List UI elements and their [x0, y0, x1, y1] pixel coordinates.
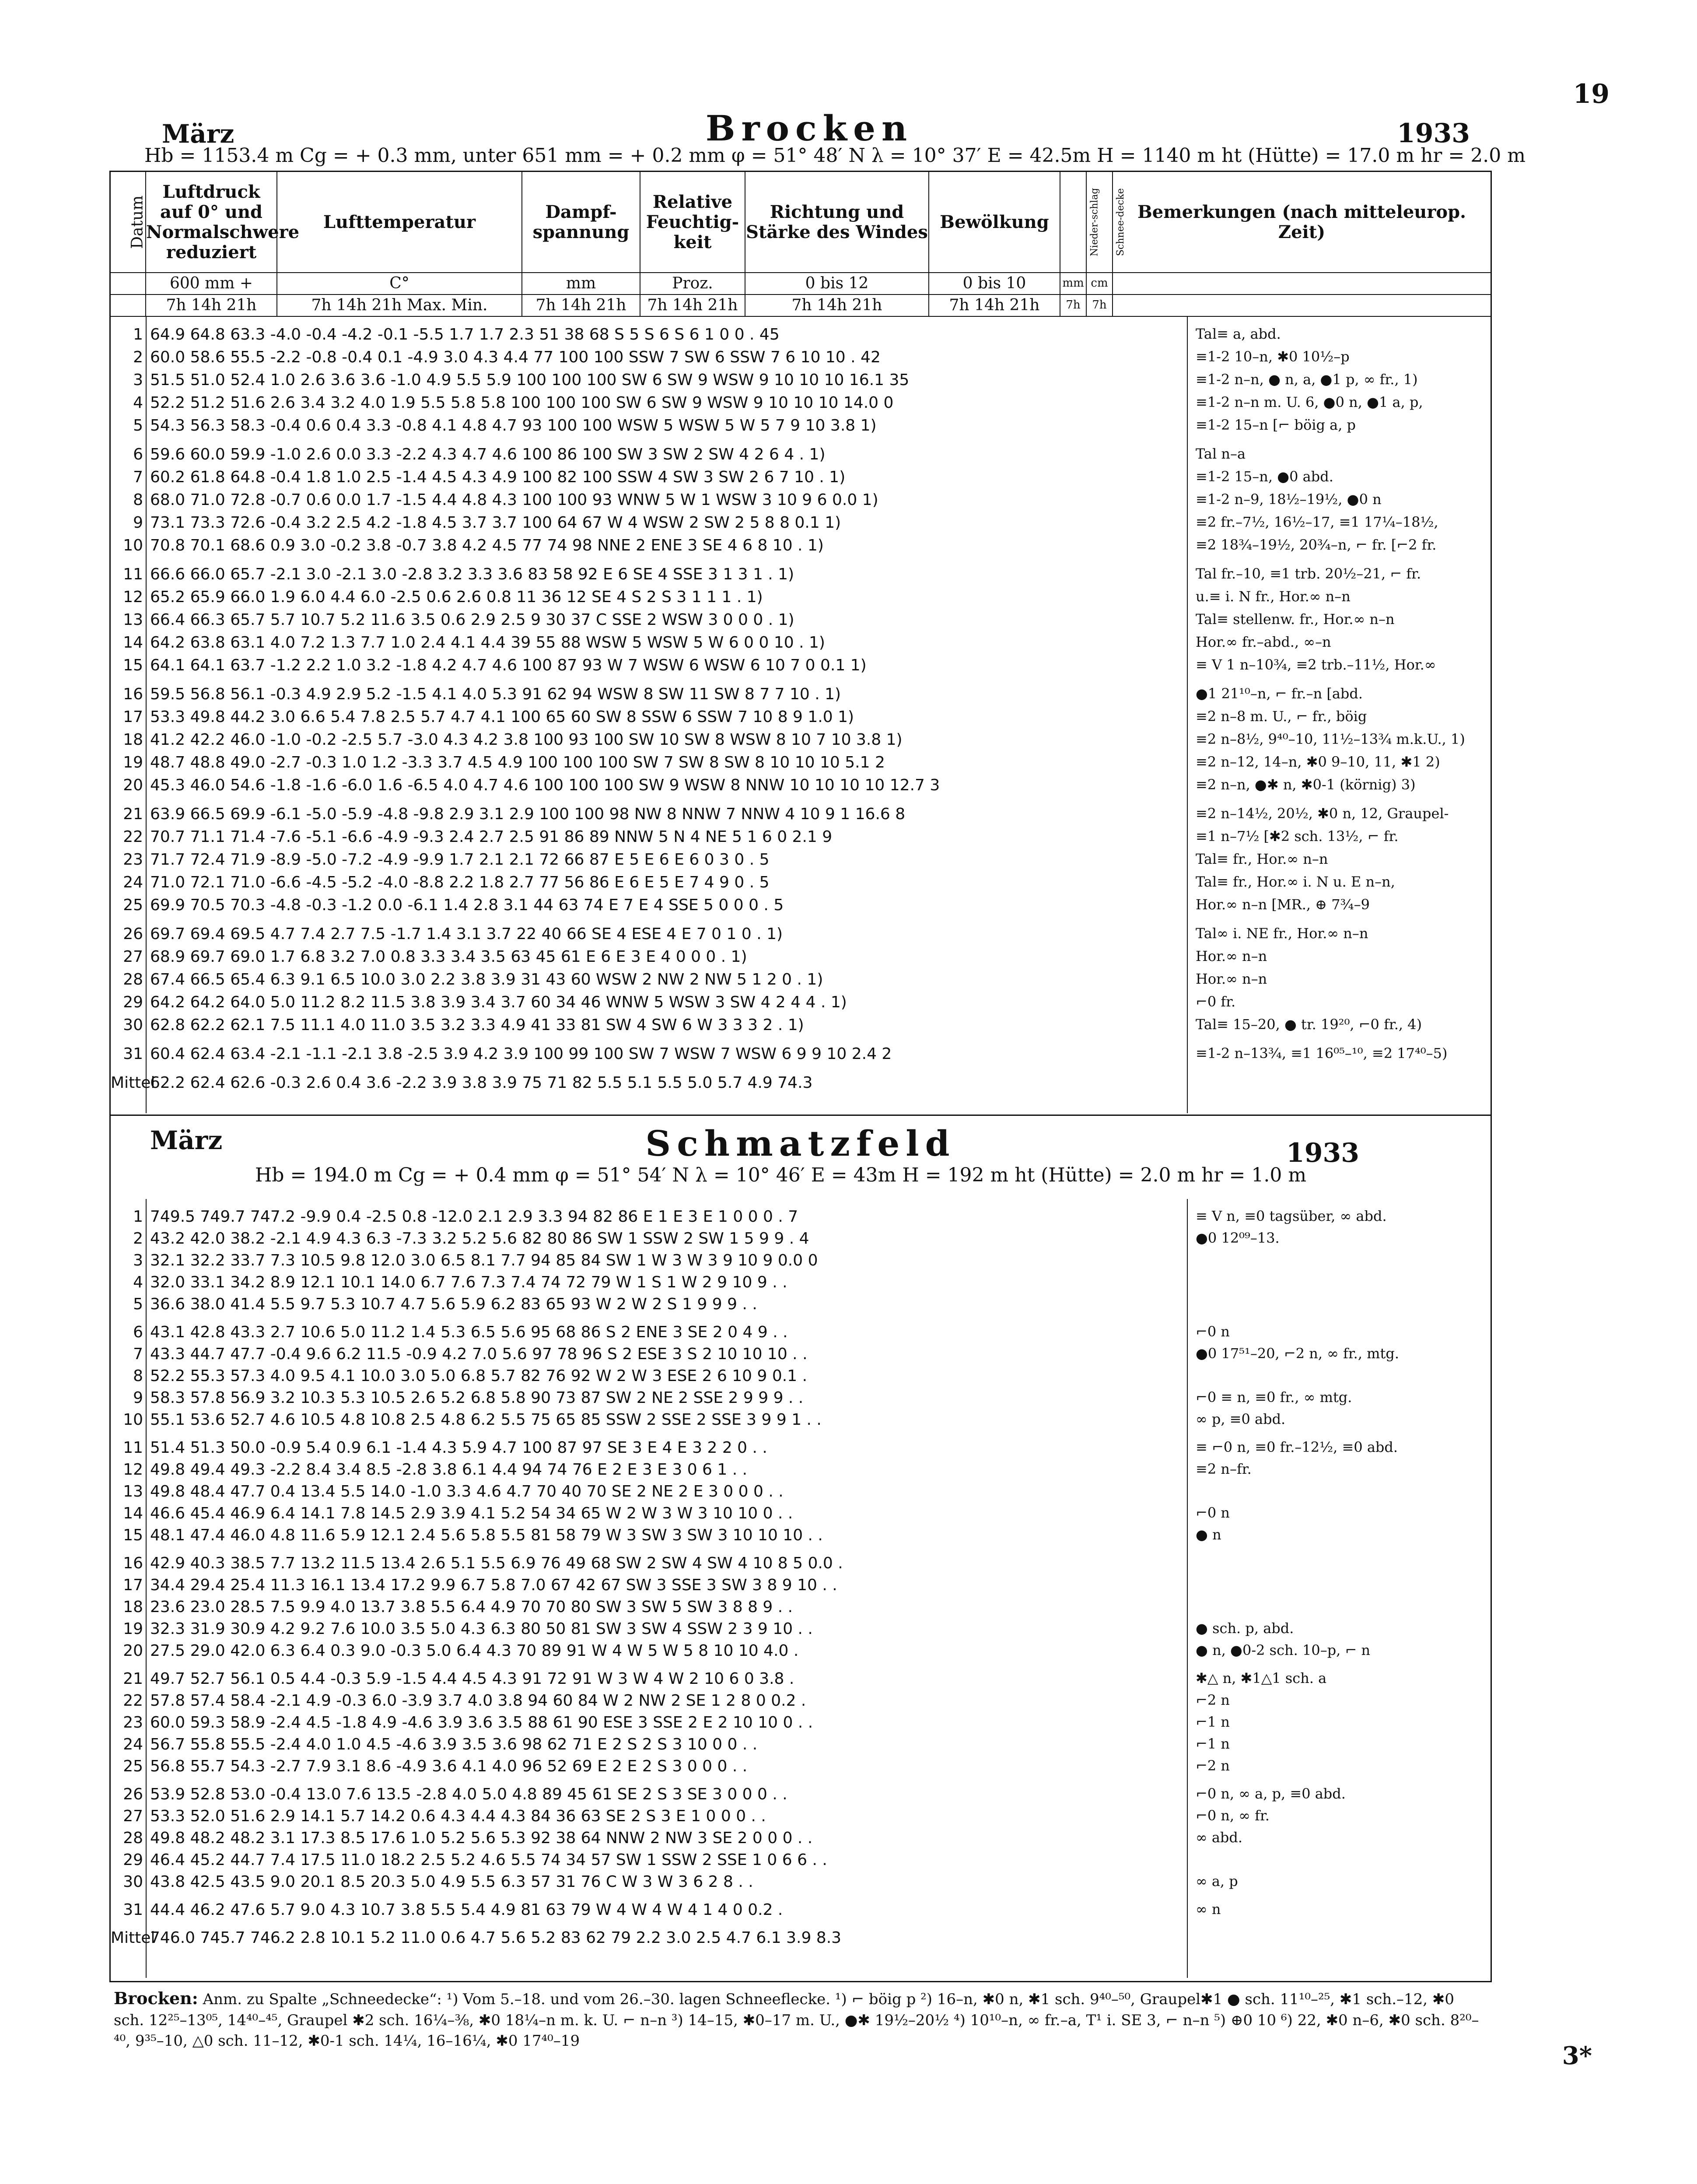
row-remarks: Hor.∞ n–n [1196, 948, 1267, 964]
table-row [111, 1483, 1491, 1505]
row-date: 11 [123, 1439, 143, 1457]
row-date: Mittel [111, 1074, 155, 1092]
table-row [111, 1807, 1491, 1830]
row-remarks: ≡2 n–n, ●✱ n, ✱0-1 (körnig) 3) [1196, 776, 1416, 793]
row-remarks: ⌐2 n [1196, 1692, 1230, 1708]
row-date: 8 [133, 491, 143, 509]
row-date: 31 [123, 1045, 143, 1063]
row-values: 23.6 23.0 28.5 7.5 9.9 4.0 13.7 3.8 5.5 6.4 4.9 70 70 80 SW 3 SW 5 SW 3 8 8 9 . . [150, 1598, 793, 1616]
table-row [111, 348, 1491, 371]
row-remarks: ● sch. p, abd. [1196, 1620, 1294, 1637]
row-remarks: ⌐1 n [1196, 1735, 1230, 1752]
row-date: 15 [123, 1526, 143, 1544]
row-values: 71.0 72.1 71.0 -6.6 -4.5 -5.2 -4.0 -8.8 2.2 1.8 2.7 77 56 86 E 6 E 5 E 7 4 9 0 . 5 [150, 873, 770, 891]
row-values: 52.2 51.2 51.6 2.6 3.4 3.2 4.0 1.9 5.5 5.8 5.8 100 100 100 SW 6 SW 9 WSW 9 10 10 10 14.0 0 [150, 394, 894, 412]
header-datum: Datum [111, 172, 146, 273]
row-remarks: ⌐0 fr. [1196, 993, 1236, 1010]
row-remarks: ⌐0 n, ∞ fr. [1196, 1807, 1270, 1824]
row-date: 4 [133, 1273, 143, 1291]
row-date: 23 [123, 1714, 143, 1732]
row-values: 51.4 51.3 50.0 -0.9 5.4 0.9 6.1 -1.4 4.3 5.9 4.7 100 87 97 SE 3 E 4 E 3 2 2 0 . . [150, 1439, 767, 1457]
table-row [111, 1554, 1491, 1577]
footnote [114, 1987, 1487, 2052]
table-row [111, 1929, 1491, 1952]
row-remarks: ≡1-2 n–n, ● n, a, ●1 p, ∞ fr., 1) [1196, 371, 1418, 388]
row-date: 3 [133, 1252, 143, 1269]
table-row [111, 1345, 1491, 1368]
row-values: 41.2 42.2 46.0 -1.0 -0.2 -2.5 5.7 -3.0 4.3 4.2 3.8 100 93 100 SW 10 SW 8 WSW 8 10 7 10 3.8 1) [150, 731, 903, 749]
unit-bew: 0 bis 10 [929, 273, 1060, 294]
row-values: 56.8 55.7 54.3 -2.7 7.9 3.1 8.6 -4.9 3.6 4.1 4.0 96 52 69 E 2 E 2 S 3 0 0 0 . . [150, 1757, 748, 1775]
table-row [111, 925, 1491, 948]
row-values: 64.1 64.1 63.7 -1.2 2.2 1.0 3.2 -1.8 4.2 4.7 4.6 100 87 93 W 7 WSW 6 WSW 6 10 7 0 0.1 1) [150, 656, 867, 674]
row-date: Mittel [111, 1929, 155, 1947]
row-values: 66.6 66.0 65.7 -2.1 3.0 -2.1 3.0 -2.8 3.2 3.3 3.6 83 58 92 E 6 SE 4 SSE 3 1 3 1 . 1) [150, 565, 794, 583]
row-remarks: ∞ p, ≡0 abd. [1196, 1411, 1286, 1427]
row-remarks: ● n, ●0-2 sch. 10–p, ⌐ n [1196, 1642, 1371, 1658]
table-row [111, 1670, 1491, 1693]
row-date: 5 [133, 1295, 143, 1313]
subhead-wind: 7h 14h 21h [745, 294, 929, 316]
row-remarks: ≡ ⌐0 n, ≡0 fr.–12½, ≡0 abd. [1196, 1439, 1398, 1455]
schmatzfeld-params: Hb = 194.0 m Cg = + 0.4 mm φ = 51° 54′ N λ = 10° 46′ E = 43m H = 192 m ht (Hütte) = 2.0 m hr = 1.0 m [255, 1164, 1307, 1186]
row-remarks: ≡2 n–12, 14–n, ✱0 9–10, 11, ✱1 2) [1196, 754, 1440, 770]
row-date: 14 [123, 1504, 143, 1522]
row-values: 46.4 45.2 44.7 7.4 17.5 11.0 18.2 2.5 5.2 4.6 5.5 74 34 57 SW 1 SSW 2 SSE 1 0 6 6 . . [150, 1851, 827, 1869]
row-remarks: ≡2 n–8½, 9⁴⁰–10, 11½–13¾ m.k.U., 1) [1196, 731, 1465, 747]
row-remarks: ≡ V n, ≡0 tagsüber, ∞ abd. [1196, 1208, 1387, 1224]
brocken-table [109, 171, 1492, 1116]
table-row [111, 1757, 1491, 1780]
row-date: 7 [133, 1345, 143, 1363]
table-row [111, 1323, 1491, 1346]
row-values: 59.6 60.0 59.9 -1.0 2.6 0.0 3.3 -2.2 4.3 4.7 4.6 100 86 100 SW 3 SW 2 SW 4 2 6 4 . 1) [150, 445, 826, 463]
table-row [111, 417, 1491, 439]
row-values: 62.2 62.4 62.6 -0.3 2.6 0.4 3.6 -2.2 3.9 3.8 3.9 75 71 82 5.5 5.1 5.5 5.0 5.7 4.9 74.3 [150, 1074, 813, 1092]
row-remarks: Tal≡ stellenw. fr., Hor.∞ n–n [1196, 611, 1395, 628]
row-remarks: Tal n–a [1196, 445, 1246, 462]
table-row [111, 851, 1491, 873]
row-values: 32.3 31.9 30.9 4.2 9.2 7.6 10.0 3.5 5.0 4.3 6.3 80 50 81 SW 3 SW 4 SSW 2 3 9 10 . . [150, 1620, 813, 1638]
row-remarks: ≡2 n–fr. [1196, 1461, 1252, 1477]
header-bew: Bewölkung [929, 172, 1060, 273]
footnote-label: Brocken: [114, 1988, 198, 2008]
row-remarks: ●0 12⁰⁹–13. [1196, 1230, 1280, 1246]
table-row [111, 468, 1491, 491]
unit-luftdruck: 600 mm + [146, 273, 277, 294]
sheet-signature: 3* [1562, 2041, 1592, 2070]
table-row [111, 514, 1491, 536]
row-remarks: ⌐1 n [1196, 1714, 1230, 1730]
table-row [111, 1439, 1491, 1462]
table-row [111, 708, 1491, 731]
row-date: 6 [133, 445, 143, 463]
table-row [111, 1045, 1491, 1068]
header-feucht: Relative Feuchtig-keit [640, 172, 745, 273]
row-values: 49.7 52.7 56.1 0.5 4.4 -0.3 5.9 -1.5 4.4 4.5 4.3 91 72 91 W 3 W 4 W 2 10 6 0 3.8 . [150, 1670, 794, 1688]
row-remarks: ∞ n [1196, 1901, 1221, 1918]
row-values: 68.0 71.0 72.8 -0.7 0.6 0.0 1.7 -1.5 4.4 4.8 4.3 100 100 93 WNW 5 W 1 WSW 3 10 9 6 0.0 1) [150, 491, 878, 509]
row-date: 29 [123, 993, 143, 1011]
row-remarks: ≡2 n–8 m. U., ⌐ fr., böig [1196, 708, 1367, 725]
row-values: 36.6 38.0 41.4 5.5 9.7 5.3 10.7 4.7 5.6 5.9 6.2 83 65 93 W 2 W 2 S 1 9 9 9 . . [150, 1295, 757, 1313]
row-remarks: Hor.∞ n–n [1196, 971, 1267, 987]
row-values: 32.1 32.2 33.7 7.3 10.5 9.8 12.0 3.0 6.5 8.1 7.7 94 85 84 SW 1 W 3 W 3 9 10 9 0.0 0 [150, 1252, 818, 1269]
row-remarks: ≡1 n–7½ [✱2 sch. 13½, ⌐ fr. [1196, 828, 1399, 845]
row-date: 17 [123, 1576, 143, 1594]
row-remarks: ≡1-2 10–n, ✱0 10½–p [1196, 348, 1350, 365]
row-values: 73.1 73.3 72.6 -0.4 3.2 2.5 4.2 -1.8 4.5 3.7 3.7 100 64 67 W 4 WSW 2 SW 2 5 8 8 0.1 1) [150, 514, 841, 532]
row-values: 70.7 71.1 71.4 -7.6 -5.1 -6.6 -4.9 -9.3 2.4 2.7 2.5 91 86 89 NNW 5 N 4 NE 5 1 6 0 2.1 9 [150, 828, 833, 846]
table-row [111, 565, 1491, 588]
brocken-month: März [162, 119, 234, 149]
row-date: 12 [123, 1461, 143, 1479]
schmatzfeld-station-title: Schmatzfeld [645, 1123, 956, 1164]
page-number: 19 [1573, 79, 1610, 109]
row-values: 60.0 59.3 58.9 -2.4 4.5 -1.8 4.9 -4.6 3.9 3.6 3.5 88 61 90 ESE 3 SSE 2 E 2 10 10 0 . . [150, 1714, 813, 1732]
row-date: 27 [123, 948, 143, 966]
row-values: 60.4 62.4 63.4 -2.1 -1.1 -2.1 3.8 -2.5 3.9 4.2 3.9 100 99 100 SW 7 WSW 7 WSW 6 9 9 10 2.4 2 [150, 1045, 892, 1063]
row-values: 49.8 48.2 48.2 3.1 17.3 8.5 17.6 1.0 5.2 5.6 5.3 92 38 64 NNW 2 NW 3 SE 2 0 0 0 . . [150, 1829, 813, 1847]
row-values: 64.9 64.8 63.3 -4.0 -0.4 -4.2 -0.1 -5.5 1.7 1.7 2.3 51 38 68 S 5 S 6 S 6 1 0 0 . 45 [150, 326, 780, 344]
row-date: 20 [123, 776, 143, 794]
row-remarks: ≡1-2 n–n m. U. 6, ●0 n, ●1 a, p, [1196, 394, 1423, 410]
row-remarks: ⌐0 n [1196, 1504, 1230, 1521]
row-remarks: ∞ a, p [1196, 1873, 1238, 1890]
row-remarks: ●1 21¹⁰–n, ⌐ fr.–n [abd. [1196, 685, 1363, 702]
row-date: 23 [123, 851, 143, 869]
table-row [111, 1598, 1491, 1621]
table-row [111, 828, 1491, 851]
row-values: 48.1 47.4 46.0 4.8 11.6 5.9 12.1 2.4 5.6 5.8 5.5 81 58 79 W 3 SW 3 SW 3 10 10 10 . . [150, 1526, 823, 1544]
row-date: 11 [123, 565, 143, 583]
table-row [111, 1526, 1491, 1549]
row-values: 67.4 66.5 65.4 6.3 9.1 6.5 10.0 3.0 2.2 3.8 3.9 31 43 60 WSW 2 NW 2 NW 5 1 2 0 . 1) [150, 971, 823, 989]
row-date: 16 [123, 685, 143, 703]
table-row [111, 754, 1491, 776]
row-date: 19 [123, 1620, 143, 1638]
schmatzfeld-header [111, 1116, 1491, 1168]
row-date: 19 [123, 754, 143, 771]
unit-nied: mm [1060, 273, 1086, 294]
subhead-bew: 7h 14h 21h [929, 294, 1060, 316]
header-wind: Richtung und Stärke des Windes [745, 172, 929, 273]
row-values: 43.1 42.8 43.3 2.7 10.6 5.0 11.2 1.4 5.3 6.5 5.6 95 68 86 S 2 ENE 3 SE 2 0 4 9 . . [150, 1323, 788, 1341]
table-row [111, 873, 1491, 896]
row-date: 28 [123, 1829, 143, 1847]
table-row [111, 1642, 1491, 1665]
table-row [111, 1295, 1491, 1318]
header-luftdruck: Luftdruck auf 0° und Normalschwere reduziert [146, 172, 277, 273]
table-row [111, 948, 1491, 971]
subhead-dampf: 7h 14h 21h [522, 294, 640, 316]
row-remarks: Hor.∞ n–n [MR., ⊕ 7¾–9 [1196, 896, 1370, 913]
table-row [111, 971, 1491, 993]
table-row [111, 588, 1491, 611]
table-row [111, 371, 1491, 394]
row-values: 55.1 53.6 52.7 4.6 10.5 4.8 10.8 2.5 4.8 6.2 5.5 75 65 85 SSW 2 SSE 2 SSE 3 9 9 1 . . [150, 1411, 822, 1429]
row-remarks: Hor.∞ fr.–abd., ∞–n [1196, 634, 1331, 650]
row-date: 18 [123, 1598, 143, 1616]
row-values: 70.8 70.1 68.6 0.9 3.0 -0.2 3.8 -0.7 3.8 4.2 4.5 77 74 98 NNE 2 ENE 3 SE 4 6 8 10 . 1) [150, 536, 824, 554]
row-values: 42.9 40.3 38.5 7.7 13.2 11.5 13.4 2.6 5.1 5.5 6.9 76 49 68 SW 2 SW 4 SW 4 10 8 5 0.0 . [150, 1554, 843, 1572]
row-date: 1 [133, 326, 143, 344]
brocken-year: 1933 [1397, 118, 1470, 149]
row-values: 43.3 44.7 47.7 -0.4 9.6 6.2 11.5 -0.9 4.2 7.0 5.6 97 78 96 S 2 ESE 3 S 2 10 10 10 . . [150, 1345, 808, 1363]
schmatzfeld-month: März [150, 1125, 223, 1155]
row-remarks: ≡1-2 n–9, 18½–19½, ●0 n [1196, 491, 1382, 508]
row-values: 64.2 63.8 63.1 4.0 7.2 1.3 7.7 1.0 2.4 4.1 4.4 39 55 88 WSW 5 WSW 5 W 6 0 0 10 . 1) [150, 634, 825, 652]
row-values: 69.9 70.5 70.3 -4.8 -0.3 -1.2 0.0 -6.1 1.4 2.8 3.1 44 63 74 E 7 E 4 SSE 5 0 0 0 . 5 [150, 896, 784, 914]
row-date: 30 [123, 1873, 143, 1891]
row-date: 10 [123, 536, 143, 554]
brocken-params: Hb = 1153.4 m Cg = + 0.3 mm, unter 651 mm = + 0.2 mm φ = 51° 48′ N λ = 10° 37′ E = 42.5m H = 1140 m ht (Hütte) = 17.0 m hr = 2.0 m [144, 144, 1526, 167]
table-row [111, 1735, 1491, 1758]
row-date: 2 [133, 348, 143, 366]
unit-schnee: cm [1086, 273, 1113, 294]
row-remarks: ∞ abd. [1196, 1829, 1243, 1846]
row-values: 60.2 61.8 64.8 -0.4 1.8 1.0 2.5 -1.4 4.5 4.3 4.9 100 82 100 SSW 4 SW 3 SW 2 6 7 10 . 1) [150, 468, 846, 486]
subhead-temp: 7h 14h 21h Max. Min. [277, 294, 522, 316]
brocken-station-title: Brocken [705, 108, 913, 149]
row-remarks: ≡1-2 15–n [⌐ böig a, p [1196, 417, 1356, 433]
table-row [111, 656, 1491, 679]
row-date: 14 [123, 634, 143, 652]
row-values: 32.0 33.1 34.2 8.9 12.1 10.1 14.0 6.7 7.6 7.3 7.4 74 72 79 W 1 S 1 W 2 9 10 9 . . [150, 1273, 787, 1291]
table-row [111, 1504, 1491, 1527]
row-remarks: Tal∞ i. NE fr., Hor.∞ n–n [1196, 925, 1368, 942]
row-date: 12 [123, 588, 143, 606]
table-row [111, 326, 1491, 348]
table-row [111, 805, 1491, 828]
table-row [111, 731, 1491, 754]
row-values: 43.8 42.5 43.5 9.0 20.1 8.5 20.3 5.0 4.9 5.5 6.3 57 31 76 C W 3 W 3 6 2 8 . . [150, 1873, 753, 1891]
row-values: 56.7 55.8 55.5 -2.4 4.0 1.0 4.5 -4.6 3.9 3.5 3.6 98 62 71 E 2 S 2 S 3 10 0 0 . . [150, 1735, 758, 1753]
row-values: 63.9 66.5 69.9 -6.1 -5.0 -5.9 -4.8 -9.8 2.9 3.1 2.9 100 100 98 NW 8 NNW 7 NNW 4 10 9 1 16.6 8 [150, 805, 906, 823]
table-row [111, 1873, 1491, 1896]
table-row [111, 1692, 1491, 1714]
row-date: 1 [133, 1208, 143, 1226]
schmatzfeld-year: 1933 [1286, 1138, 1359, 1168]
header-dampf: Dampf-spannung [522, 172, 640, 273]
table-row [111, 1252, 1491, 1274]
row-values: 746.0 745.7 746.2 2.8 10.1 5.2 11.0 0.6 4.7 5.6 5.2 83 62 79 2.2 3.0 2.5 4.7 6.1 3.9 8.3 [150, 1929, 842, 1947]
row-date: 10 [123, 1411, 143, 1429]
footnote-text: Anm. zu Spalte „Schneedecke“: ¹) Vom 5.–18. und vom 26.–30. lagen Schneeflecke. ¹) ⌐ böig p ²) 16–n, ✱0 n, ✱1 sch. 9⁴⁰–⁵⁰, Graupel✱1 ● sch. 11¹⁰–²⁵, ✱1 sch.–12, ✱0 sch. 12²⁵–13⁰⁵, 14⁴⁰–⁴⁵, Graupel ✱2 sch. 16¼–⅜, ✱0 18¼–n m. k. U. ⌐ n–n ³) 14–15, ✱0–17 m. U., ●✱ 19½–20½ ⁴) 10¹⁰–n, ∞ fr.–a, T¹ i. SE 3, ⌐ n–n ⁵) ⊕0 10 ⁶) 22, ✱0 n–6, ✱0 sch. 8²⁰–⁴⁰, 9³⁵–10, △0 sch. 11–12, ✱0-1 sch. 14¼, 16–16¼, ✱0 17⁴⁰–19 [114, 1991, 1479, 2050]
row-date: 6 [133, 1323, 143, 1341]
row-values: 49.8 48.4 47.7 0.4 13.4 5.5 14.0 -1.0 3.3 4.6 4.7 70 40 70 SE 2 NE 2 E 3 0 0 0 . . [150, 1483, 784, 1500]
table-row [111, 1785, 1491, 1808]
row-date: 22 [123, 1692, 143, 1710]
subhead-feucht: 7h 14h 21h [640, 294, 745, 316]
row-values: 65.2 65.9 66.0 1.9 6.0 4.4 6.0 -2.5 0.6 2.6 0.8 11 36 12 SE 4 S 2 S 3 1 1 1 . 1) [150, 588, 763, 606]
row-values: 62.8 62.2 62.1 7.5 11.1 4.0 11.0 3.5 3.2 3.3 4.9 41 33 81 SW 4 SW 6 W 3 3 3 2 . 1) [150, 1016, 804, 1034]
row-date: 13 [123, 611, 143, 629]
row-date: 7 [133, 468, 143, 486]
schmatzfeld-table [109, 1116, 1492, 1982]
table-row [111, 1074, 1491, 1097]
row-values: 59.5 56.8 56.1 -0.3 4.9 2.9 5.2 -1.5 4.1 4.0 5.3 91 62 94 WSW 8 SW 11 SW 8 7 7 10 . 1) [150, 685, 841, 703]
header-schnee: Schnee-decke [1086, 172, 1113, 273]
row-values: 34.4 29.4 25.4 11.3 16.1 13.4 17.2 9.9 6.7 5.8 7.0 67 42 67 SW 3 SSE 3 SW 3 8 9 10 . . [150, 1576, 837, 1594]
row-values: 64.2 64.2 64.0 5.0 11.2 8.2 11.5 3.8 3.9 3.4 3.7 60 34 46 WNW 5 WSW 3 SW 4 2 4 4 . 1) [150, 993, 847, 1011]
subhead-nied: 7h [1060, 294, 1086, 316]
row-remarks: Tal≡ fr., Hor.∞ i. N u. E n–n, [1196, 873, 1395, 890]
row-date: 17 [123, 708, 143, 726]
table-row [111, 1208, 1491, 1230]
table-row [111, 685, 1491, 708]
row-remarks: ≡2 fr.–7½, 16½–17, ≡1 17¼–18½, [1196, 514, 1438, 530]
unit-temp: C° [277, 273, 522, 294]
table-row [111, 1230, 1491, 1252]
row-remarks: ≡1-2 15–n, ●0 abd. [1196, 468, 1333, 485]
table-row [111, 1851, 1491, 1874]
row-values: 69.7 69.4 69.5 4.7 7.4 2.7 7.5 -1.7 1.4 3.1 3.7 22 40 66 SE 4 ESE 4 E 7 0 1 0 . 1) [150, 925, 783, 943]
table-row [111, 634, 1491, 656]
row-date: 2 [133, 1230, 143, 1248]
table-row [111, 1620, 1491, 1643]
row-values: 45.3 46.0 54.6 -1.8 -1.6 -6.0 1.6 -6.5 4.0 4.7 4.6 100 100 100 SW 9 WSW 8 NNW 10 10 10 10 12.7 3 [150, 776, 940, 794]
row-date: 22 [123, 828, 143, 846]
row-values: 52.2 55.3 57.3 4.0 9.5 4.1 10.0 3.0 5.0 6.8 5.7 82 76 92 W 2 W 3 ESE 2 6 10 9 0.1 . [150, 1367, 808, 1385]
row-date: 25 [123, 1757, 143, 1775]
header-bemerkungen: Bemerkungen (nach mitteleurop. Zeit) [1113, 172, 1491, 273]
row-remarks: ⌐0 n [1196, 1323, 1230, 1340]
unit-wind: 0 bis 12 [745, 273, 929, 294]
table-row [111, 1714, 1491, 1736]
table-row [111, 993, 1491, 1016]
row-values: 749.5 749.7 747.2 -9.9 0.4 -2.5 0.8 -12.0 2.1 2.9 3.3 94 82 86 E 1 E 3 E 1 0 0 0 . 7 [150, 1208, 798, 1226]
row-remarks: Tal fr.–10, ≡1 trb. 20½–21, ⌐ fr. [1196, 565, 1421, 582]
row-date: 28 [123, 971, 143, 989]
row-date: 3 [133, 371, 143, 389]
header-nied: Nieder-schlag [1060, 172, 1086, 273]
row-values: 27.5 29.0 42.0 6.3 6.4 0.3 9.0 -0.3 5.0 6.4 4.3 70 89 91 W 4 W 5 W 5 8 10 10 4.0 . [150, 1642, 799, 1660]
row-values: 54.3 56.3 58.3 -0.4 0.6 0.4 3.3 -0.8 4.1 4.8 4.7 93 100 100 WSW 5 WSW 5 W 5 7 9 10 3.8 1) [150, 417, 877, 435]
row-date: 16 [123, 1554, 143, 1572]
brocken-table-header [111, 172, 1491, 317]
row-remarks: ≡2 n–14½, 20½, ✱0 n, 12, Graupel- [1196, 805, 1449, 822]
row-date: 31 [123, 1901, 143, 1919]
row-date: 20 [123, 1642, 143, 1660]
row-date: 18 [123, 731, 143, 749]
row-values: 53.3 49.8 44.2 3.0 6.6 5.4 7.8 2.5 5.7 4.7 4.1 100 65 60 SW 8 SSW 6 SSW 7 10 8 9 1.0 1) [150, 708, 854, 726]
table-row [111, 1411, 1491, 1434]
row-remarks: Tal≡ fr., Hor.∞ n–n [1196, 851, 1328, 867]
row-date: 15 [123, 656, 143, 674]
subhead-pressure: 7h 14h 21h [146, 294, 277, 316]
row-date: 5 [133, 417, 143, 435]
row-date: 9 [133, 1389, 143, 1407]
row-values: 48.7 48.8 49.0 -2.7 -0.3 1.0 1.2 -3.3 3.7 4.5 4.9 100 100 100 SW 7 SW 8 SW 8 10 10 10 5.1 2 [150, 754, 885, 771]
row-remarks: ≡1-2 n–13¾, ≡1 16⁰⁵–¹⁰, ≡2 17⁴⁰–5) [1196, 1045, 1448, 1062]
row-remarks: ⌐2 n [1196, 1757, 1230, 1774]
row-values: 46.6 45.4 46.9 6.4 14.1 7.8 14.5 2.9 3.9 4.1 5.2 54 34 65 W 2 W 3 W 3 10 10 0 . . [150, 1504, 793, 1522]
row-remarks: ≡2 18¾–19½, 20¾–n, ⌐ fr. [⌐2 fr. [1196, 536, 1437, 553]
unit-dampf: mm [522, 273, 640, 294]
row-date: 9 [133, 514, 143, 532]
row-values: 53.9 52.8 53.0 -0.4 13.0 7.6 13.5 -2.8 4.0 5.0 4.8 89 45 61 SE 2 S 3 SE 3 0 0 0 . . [150, 1785, 787, 1803]
row-date: 24 [123, 1735, 143, 1753]
row-remarks: ⌐0 n, ∞ a, p, ≡0 abd. [1196, 1785, 1346, 1802]
table-row [111, 536, 1491, 559]
row-date: 26 [123, 1785, 143, 1803]
table-row [111, 776, 1491, 799]
row-date: 8 [133, 1367, 143, 1385]
row-values: 71.7 72.4 71.9 -8.9 -5.0 -7.2 -4.9 -9.9 1.7 2.1 2.1 72 66 87 E 5 E 6 E 6 0 3 0 . 5 [150, 851, 770, 869]
row-date: 30 [123, 1016, 143, 1034]
row-remarks: ⌐0 ≡ n, ≡0 fr., ∞ mtg. [1196, 1389, 1352, 1406]
row-values: 68.9 69.7 69.0 1.7 6.8 3.2 7.0 0.8 3.3 3.4 3.5 63 45 61 E 6 E 3 E 4 0 0 0 . 1) [150, 948, 747, 966]
table-row [111, 1367, 1491, 1390]
row-values: 43.2 42.0 38.2 -2.1 4.9 4.3 6.3 -7.3 3.2 5.2 5.6 82 80 86 SW 1 SSW 2 SW 1 5 9 9 . 4 [150, 1230, 809, 1248]
row-remarks: ● n [1196, 1526, 1221, 1543]
row-date: 24 [123, 873, 143, 891]
row-date: 21 [123, 805, 143, 823]
row-values: 66.4 66.3 65.7 5.7 10.7 5.2 11.6 3.5 0.6 2.9 2.5 9 30 37 C SSE 2 WSW 3 0 0 0 . 1) [150, 611, 794, 629]
row-date: 25 [123, 896, 143, 914]
row-remarks: ✱△ n, ✱1△1 sch. a [1196, 1670, 1327, 1686]
table-row [111, 394, 1491, 417]
row-date: 21 [123, 1670, 143, 1688]
table-row [111, 1389, 1491, 1412]
row-values: 53.3 52.0 51.6 2.9 14.1 5.7 14.2 0.6 4.3 4.4 4.3 84 36 63 SE 2 S 3 E 1 0 0 0 . . [150, 1807, 766, 1825]
table-row [111, 1016, 1491, 1039]
header-temp: Lufttemperatur [277, 172, 522, 273]
table-row [111, 1901, 1491, 1924]
table-row [111, 445, 1491, 468]
row-date: 13 [123, 1483, 143, 1500]
table-row [111, 1461, 1491, 1483]
row-remarks: u.≡ i. N fr., Hor.∞ n–n [1196, 588, 1351, 605]
row-values: 49.8 49.4 49.3 -2.2 8.4 3.4 8.5 -2.8 3.8 6.1 4.4 94 74 76 E 2 E 3 E 3 0 6 1 . . [150, 1461, 748, 1479]
subhead-schnee: 7h [1086, 294, 1113, 316]
row-values: 57.8 57.4 58.4 -2.1 4.9 -0.3 6.0 -3.9 3.7 4.0 3.8 94 60 84 W 2 NW 2 SE 1 2 8 0 0.2 . [150, 1692, 806, 1710]
row-values: 60.0 58.6 55.5 -2.2 -0.8 -0.4 0.1 -4.9 3.0 4.3 4.4 77 100 100 SSW 7 SW 6 SSW 7 6 10 10 . 42 [150, 348, 881, 366]
row-values: 51.5 51.0 52.4 1.0 2.6 3.6 3.6 -1.0 4.9 5.5 5.9 100 100 100 SW 6 SW 9 WSW 9 10 10 10 16.1 35 [150, 371, 910, 389]
row-date: 27 [123, 1807, 143, 1825]
table-row [111, 1273, 1491, 1296]
schmatzfeld-rows [111, 1199, 1491, 1978]
row-remarks: Tal≡ 15–20, ● tr. 19²⁰, ⌐0 fr., 4) [1196, 1016, 1422, 1033]
row-date: 4 [133, 394, 143, 412]
row-values: 44.4 46.2 47.6 5.7 9.0 4.3 10.7 3.8 5.5 5.4 4.9 81 63 79 W 4 W 4 W 4 1 4 0 0.2 . [150, 1901, 783, 1919]
row-remarks: ●0 17⁵¹–20, ⌐2 n, ∞ fr., mtg. [1196, 1345, 1400, 1362]
brocken-header [149, 101, 1470, 149]
row-remarks: Tal≡ a, abd. [1196, 326, 1281, 342]
row-remarks: ≡ V 1 n–10¾, ≡2 trb.–11½, Hor.∞ [1196, 656, 1436, 673]
table-row [111, 611, 1491, 634]
table-row [111, 491, 1491, 514]
brocken-rows [111, 317, 1491, 1113]
row-date: 26 [123, 925, 143, 943]
row-date: 29 [123, 1851, 143, 1869]
unit-feucht: Proz. [640, 273, 745, 294]
table-row [111, 1829, 1491, 1852]
table-row [111, 1576, 1491, 1599]
table-row [111, 896, 1491, 919]
row-values: 58.3 57.8 56.9 3.2 10.3 5.3 10.5 2.6 5.2 6.8 5.8 90 73 87 SW 2 NE 2 SSE 2 9 9 9 . . [150, 1389, 804, 1407]
